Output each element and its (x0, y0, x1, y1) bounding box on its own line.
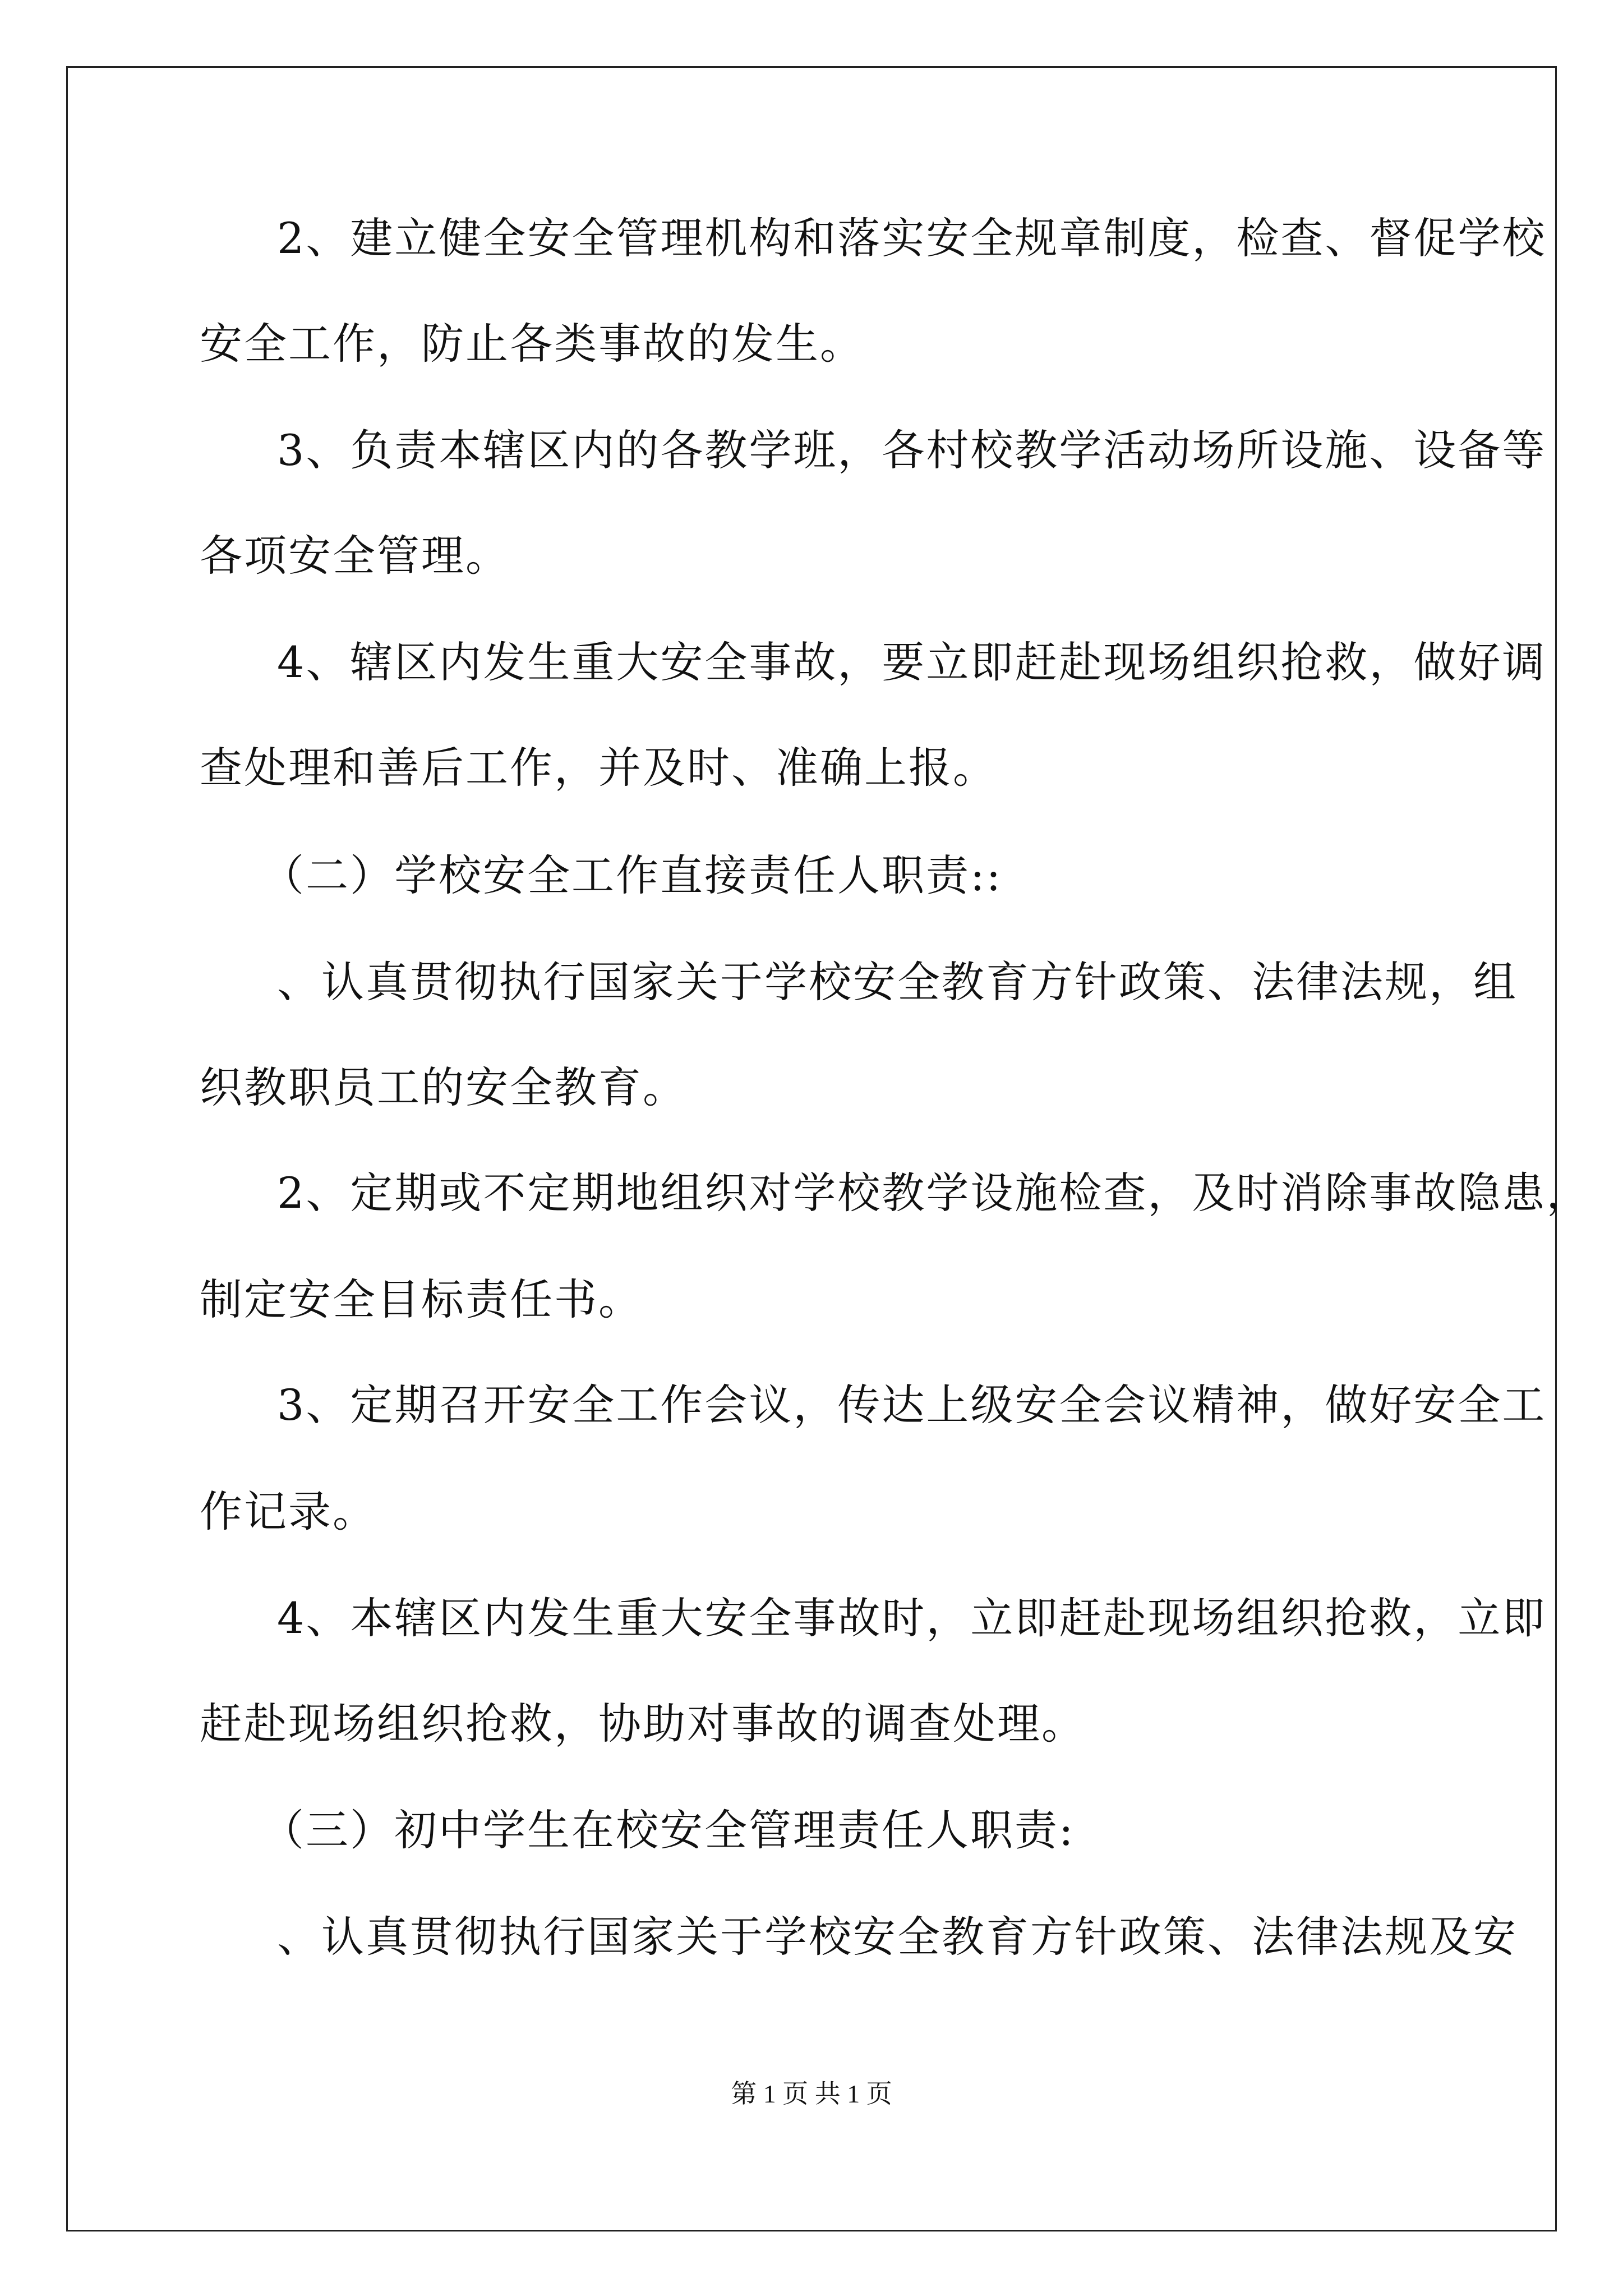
text-line: 3、负责本辖区内的各教学班，各村校教学活动场所设施、设备等 (277, 425, 1547, 475)
text-line: 查处理和善后工作，并及时、准确上报。 (200, 743, 997, 793)
text-line: 织教职员工的安全教育。 (200, 1062, 687, 1112)
text-line: 、认真贯彻执行国家关于学校安全教育方针政策、法律法规，组 (277, 957, 1518, 1007)
text-line: 4、本辖区内发生重大安全事故时，立即赶赴现场组织抢救，立即 (277, 1593, 1547, 1643)
text-line: 3、定期召开安全工作会议，传达上级安全会议精神，做好安全工 (277, 1380, 1547, 1430)
text-line: 制定安全目标责任书。 (200, 1274, 643, 1324)
section-heading: （三）初中学生在校安全管理责任人职责: (261, 1805, 1075, 1855)
text-line: 赶赴现场组织抢救，协助对事故的调查处理。 (200, 1699, 1086, 1749)
section-heading: （二）学校安全工作直接责任人职责:: (261, 850, 1003, 900)
text-line: 各项安全管理。 (200, 531, 510, 581)
text-line: 、认真贯彻执行国家关于学校安全教育方针政策、法律法规及安 (277, 1912, 1518, 1962)
text-line: 4、辖区内发生重大安全事故，要立即赶赴现场组织抢救，做好调 (277, 637, 1547, 687)
page-footer: 第 1 页 共 1 页 (731, 2079, 892, 2108)
text-line: 2、建立健全安全管理机构和落实安全规章制度，检查、督促学校 (277, 213, 1547, 263)
text-line: 2、定期或不定期地组织对学校教学设施检查，及时消除事故隐患， (277, 1168, 1591, 1218)
text-line: 安全工作，防止各类事故的发生。 (200, 319, 864, 369)
text-line: 作记录。 (200, 1487, 377, 1536)
page-border (66, 66, 1557, 2231)
